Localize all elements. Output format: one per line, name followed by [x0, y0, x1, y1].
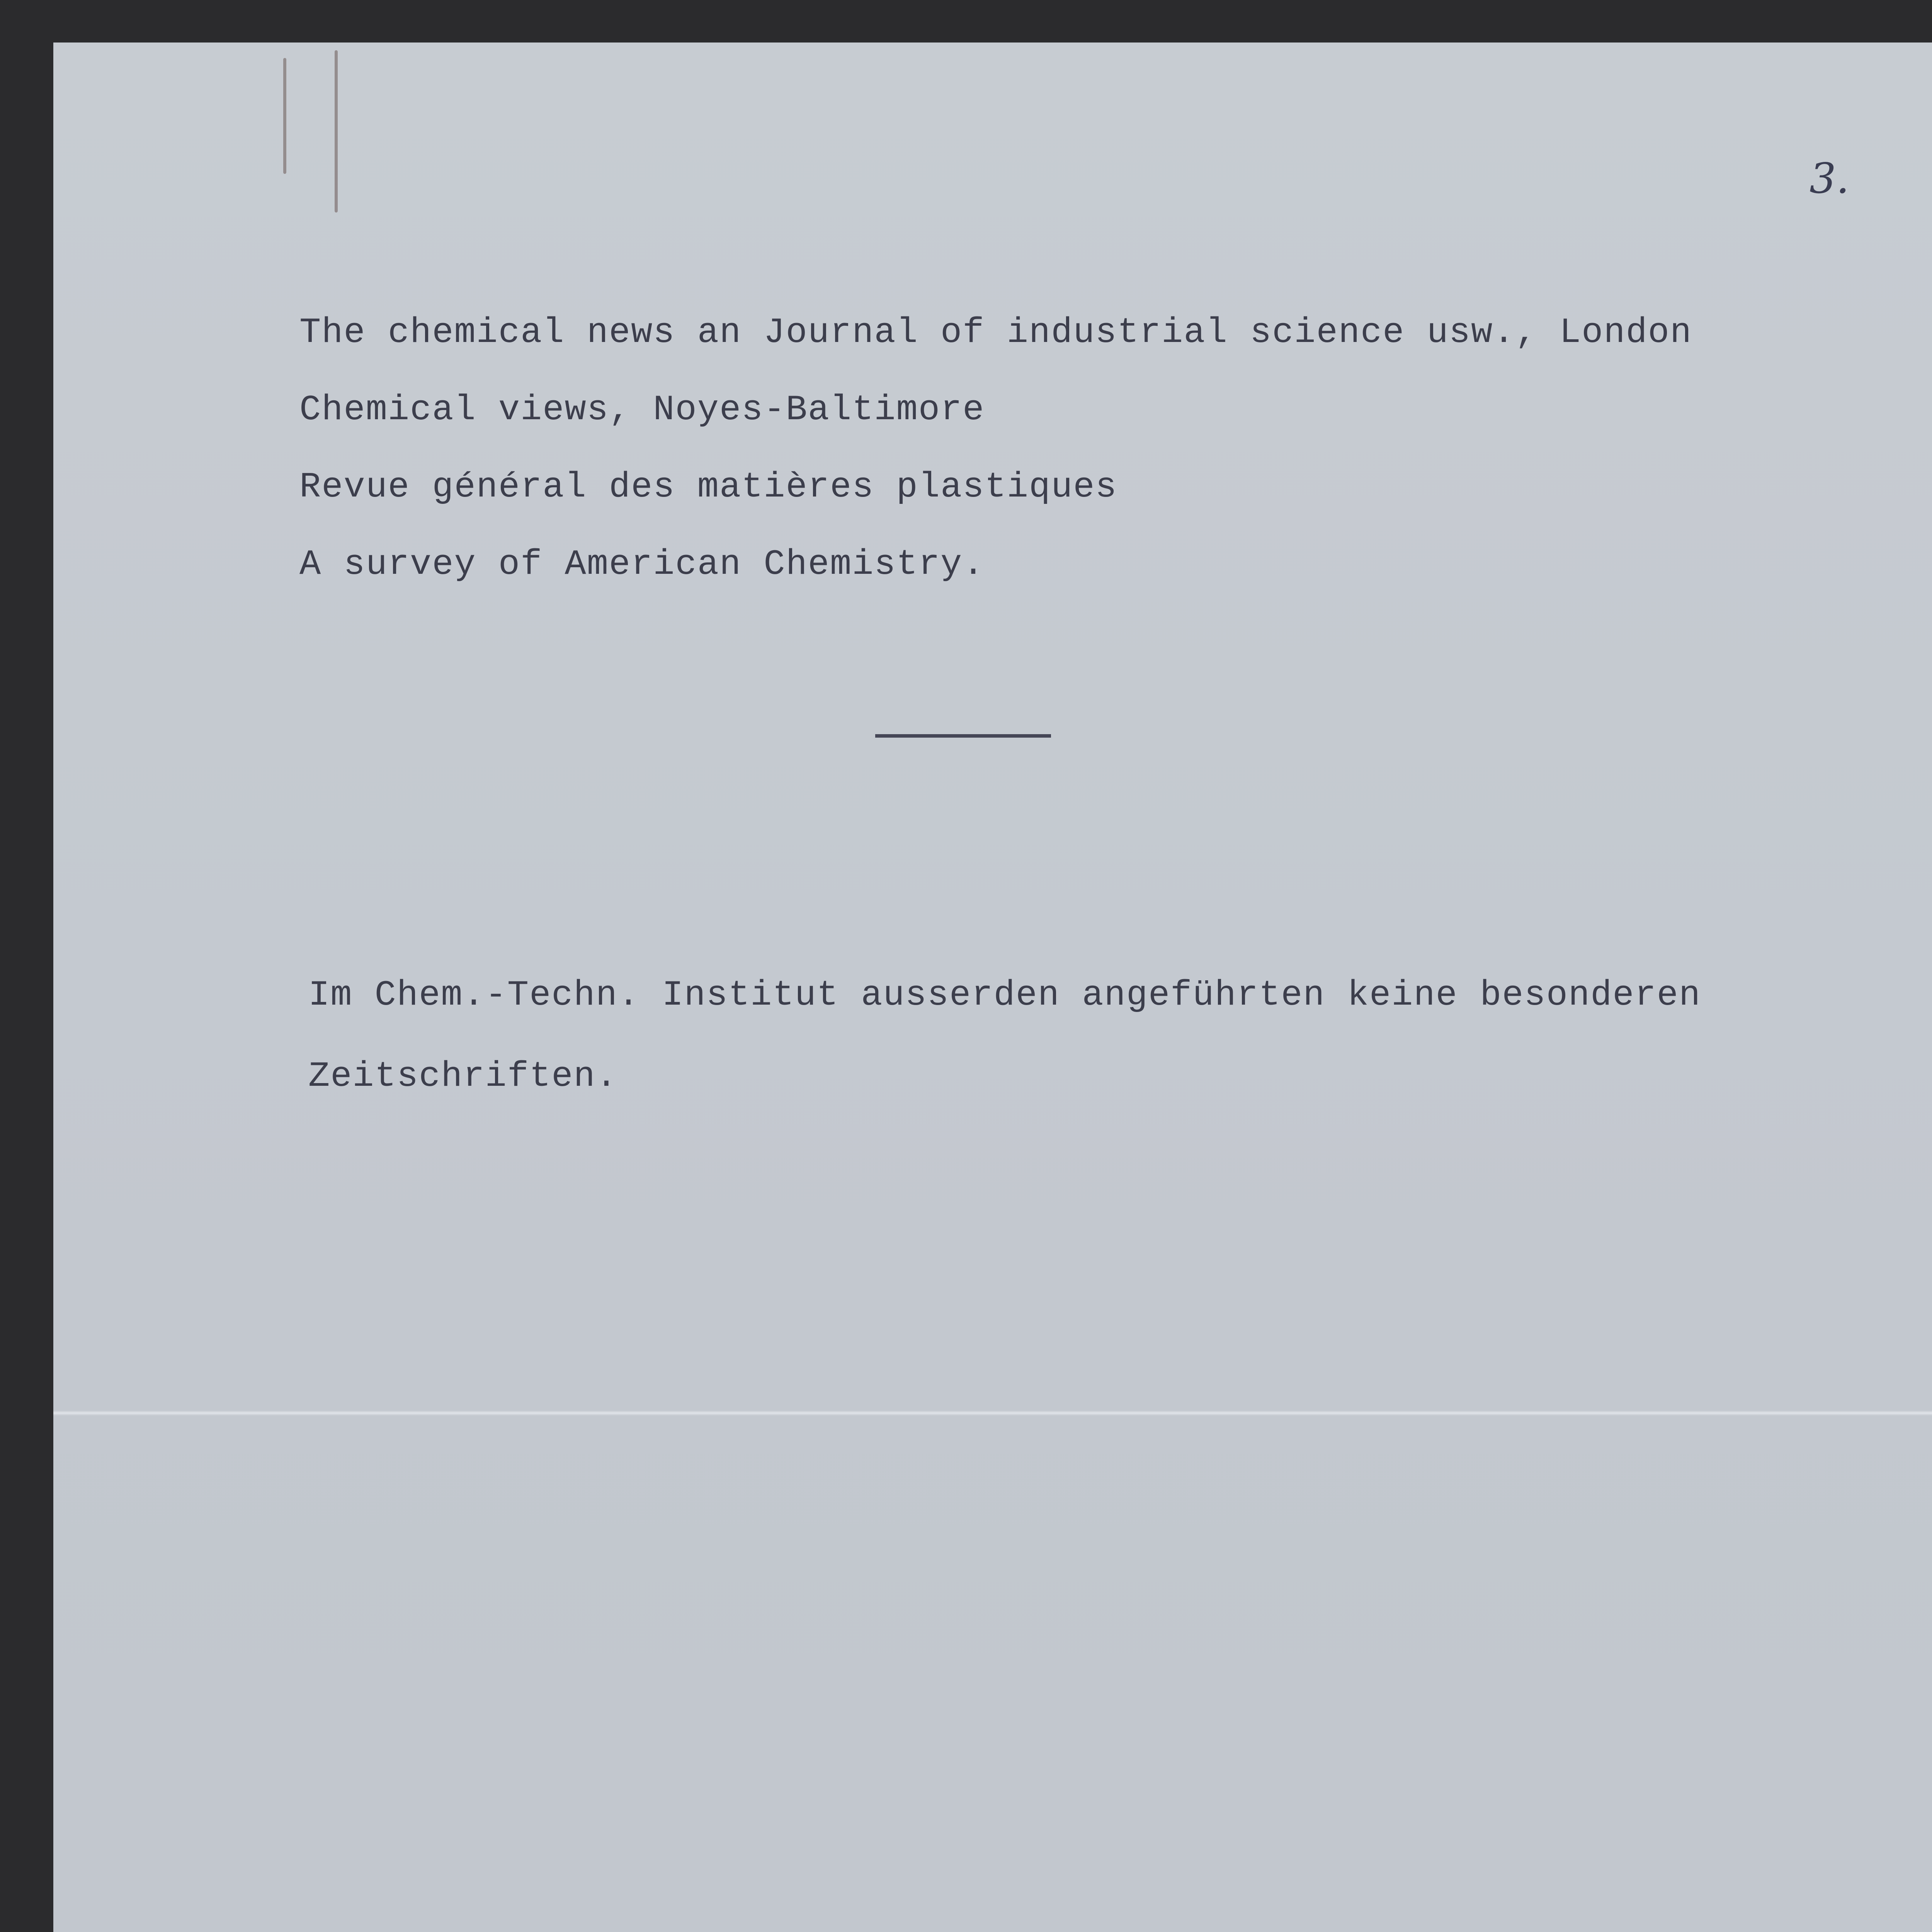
journal-line-1: The chemical news an Journal of industrial science usw., London	[299, 312, 1692, 353]
paragraph-line-1: Im Chem.-Techn. Institut ausserden angeführten keine besonderen	[308, 975, 1701, 1015]
section-divider	[875, 734, 1051, 738]
binding-mark-top-left	[283, 58, 286, 174]
fold-line	[53, 1410, 1932, 1416]
journal-line-4: A survey of American Chemistry.	[299, 544, 985, 585]
journal-line-2: Chemical views, Noyes-Baltimore	[299, 389, 985, 430]
page-number: 3.	[1810, 155, 1850, 203]
binding-mark-top-right	[335, 50, 338, 213]
journal-line-3: Revue général des matières plastiques	[299, 467, 1117, 507]
paragraph-line-2: Zeitschriften.	[308, 1056, 618, 1097]
